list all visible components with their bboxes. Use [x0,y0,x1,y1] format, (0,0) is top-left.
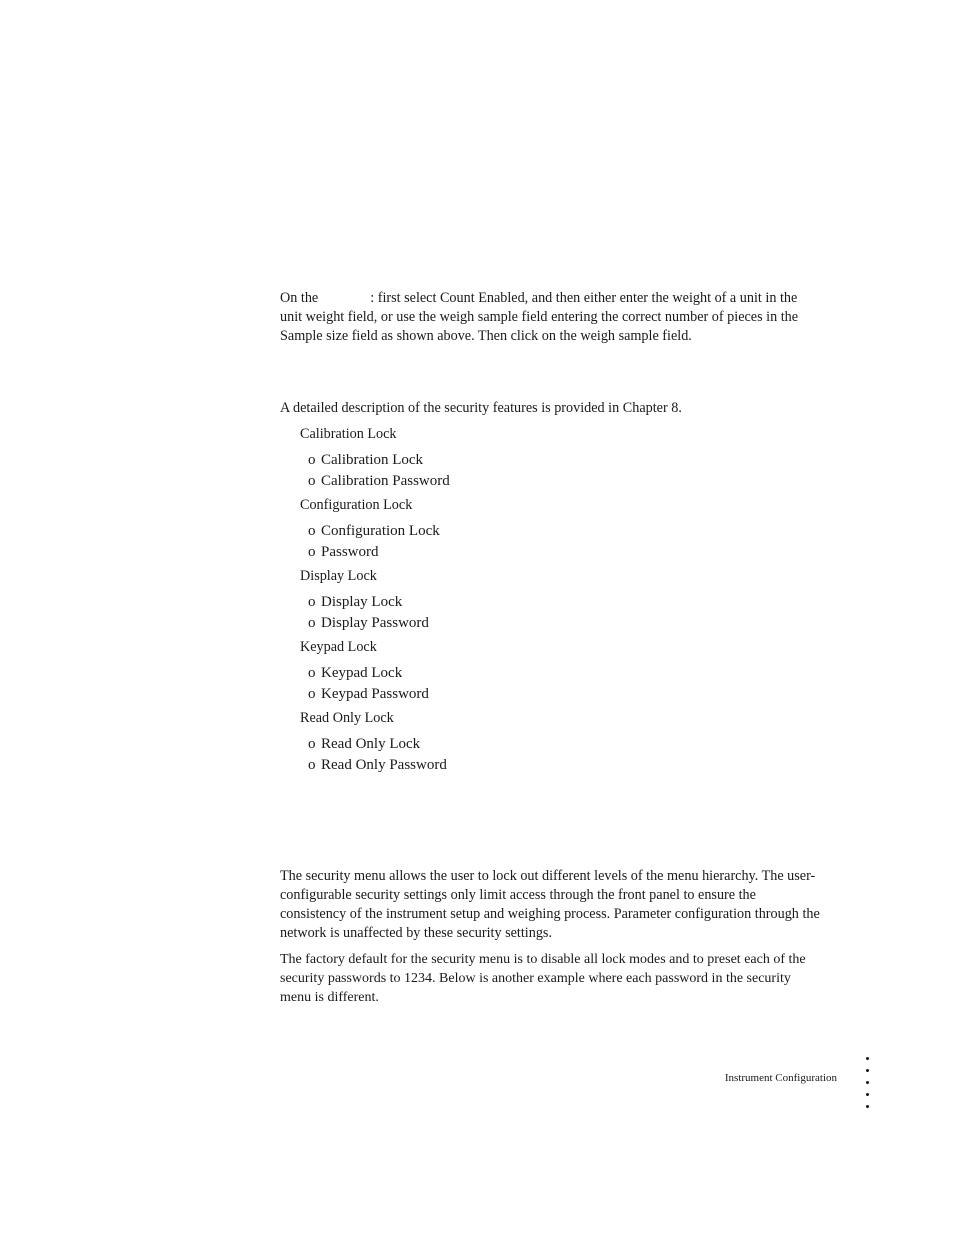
count-enable-paragraph [280,289,820,346]
lock-group-heading: Calibration Lock [300,426,397,442]
lock-group-heading: Display Lock [300,568,377,584]
lock-sub-item [308,734,700,755]
count-paragraph-rest: : first select Count Enabled, and then either enter the weight of a unit in the unit weight field, or use the weigh sample field entering the correct number of pieces in the Sample size field as shown above. Then click on the weigh sample field. [280,290,799,344]
lock-sub-item-label: Password [321,544,379,560]
bullet-icon: o [308,594,316,610]
security-intro-paragraph: A detailed description of the security features is provided in Chapter 8. [280,400,682,416]
bullet-icon: o [308,544,316,560]
factory-default-paragraph: The factory default for the security menu is to disable all lock modes and to preset each of the security passwords to 1234. Below is another example where each password in the security menu is different. [280,952,806,1005]
lock-sub-item-label: Display Lock [321,594,403,610]
lock-sub-item-label: Read Only Password [321,757,447,773]
lock-sub-item-label: Read Only Lock [321,736,421,752]
lock-group-heading: Read Only Lock [300,710,394,726]
lock-sub-item-label: Configuration Lock [321,523,440,539]
lock-group [300,425,700,492]
dot-icon [866,1081,869,1084]
lock-sub-item-label: Calibration Lock [321,452,424,468]
lock-group [300,496,700,563]
lock-sub-item [308,542,700,563]
bullet-icon: o [308,736,316,752]
lock-sub-item [308,521,700,542]
bullet-icon: o [308,757,316,773]
dot-icon [866,1069,869,1072]
bullet-icon: o [308,686,316,702]
dot-icon [866,1105,869,1108]
lock-sub-item-label: Keypad Lock [321,665,403,681]
bullet-icon: o [308,473,316,489]
lock-sub-item [308,613,700,634]
count-paragraph-lead: On the [280,290,319,306]
lock-group [300,638,700,705]
lock-sub-item [308,450,700,471]
security-menu-description: The security menu allows the user to lock out different levels of the menu hierarchy. The user-configurable security settings only limit access through the front panel to ensure the consistency of the instrument setup and weighing process. Parameter configuration through the network is unaffected by these security settings. [280,868,820,941]
footer-dot-rule [866,1057,870,1109]
dot-icon [866,1057,869,1060]
bullet-icon: o [308,615,316,631]
lock-group-heading: Configuration Lock [300,497,413,513]
lock-sub-item [308,663,700,684]
dot-icon [866,1093,869,1096]
lock-sub-item [308,755,700,776]
lock-sub-list [300,450,700,492]
lock-sub-list [300,592,700,634]
lock-sub-list [300,734,700,776]
lock-sub-item-label: Calibration Password [321,473,450,489]
lock-sub-list [300,663,700,705]
lock-group [300,567,700,634]
lock-sub-item [308,592,700,613]
lock-sub-list [300,521,700,563]
lock-group [300,709,700,776]
bullet-icon: o [308,665,316,681]
lock-group-heading: Keypad Lock [300,639,377,655]
bullet-icon: o [308,452,316,468]
bullet-icon: o [308,523,316,539]
lock-sub-item-label: Display Password [321,615,429,631]
lock-sub-item-label: Keypad Password [321,686,429,702]
footer-section-title: Instrument Configuration [724,1072,837,1084]
security-lock-list [300,425,700,780]
lock-sub-item [308,471,700,492]
lock-sub-item [308,684,700,705]
